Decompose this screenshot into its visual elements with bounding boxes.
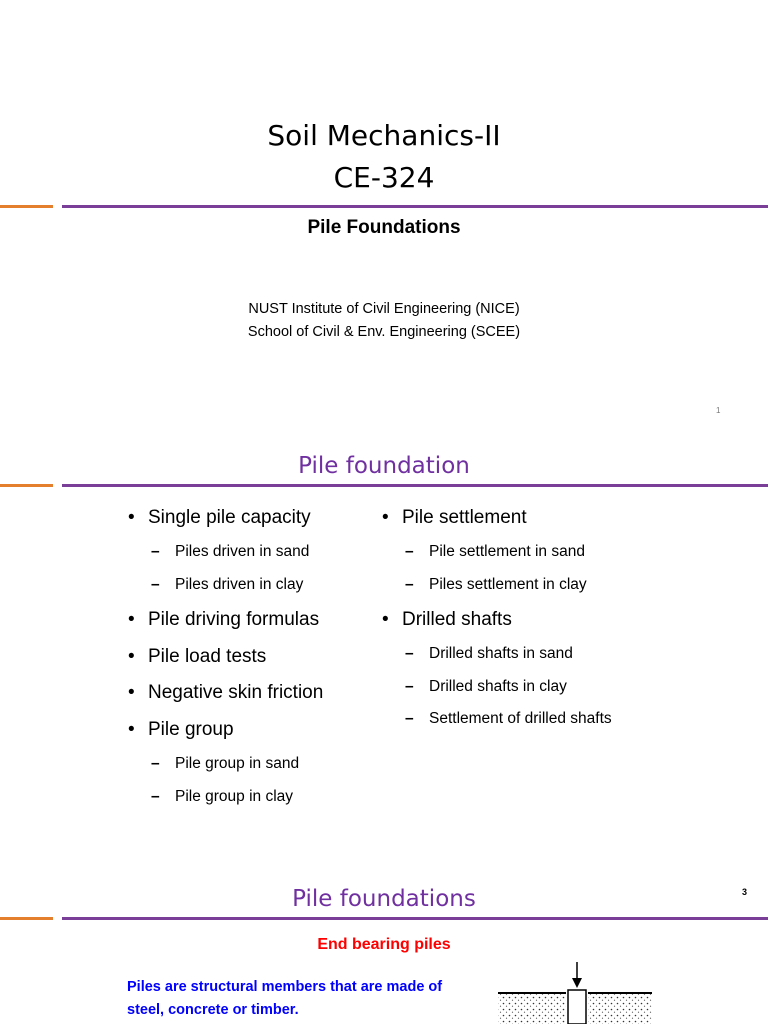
sub-bullet-item: – Pile settlement in sand	[405, 544, 585, 560]
sub-bullet-item: – Drilled shafts in clay	[405, 679, 567, 695]
body-text-line-2: steel, concrete or timber.	[127, 1002, 299, 1018]
page-number: 1	[716, 406, 721, 415]
slide-title-line-2: CE-324	[333, 161, 435, 194]
sub-bullet-item: – Piles settlement in clay	[405, 577, 587, 593]
bullet-item: • Drilled shafts	[378, 610, 512, 629]
bullet-item: • Pile group	[124, 720, 234, 739]
slide-subtitle: Pile Foundations	[307, 217, 461, 238]
sub-bullet-item: – Drilled shafts in sand	[405, 646, 573, 662]
page-number: 3	[742, 887, 748, 897]
sub-bullet-item: – Piles driven in sand	[151, 544, 309, 560]
pile-shaft	[568, 990, 586, 1024]
soil-right	[588, 993, 652, 1024]
sub-bullet-item: – Piles driven in clay	[151, 577, 303, 593]
bullet-item: • Pile driving formulas	[124, 610, 319, 629]
body-text-line-1: Piles are structural members that are made of	[127, 979, 443, 995]
pile-diagram	[490, 960, 660, 1024]
title-divider-purple	[62, 917, 768, 920]
section-subheading: End bearing piles	[317, 936, 451, 953]
soil-left	[498, 993, 566, 1024]
institute-line-1: NUST Institute of Civil Engineering (NICE)	[248, 301, 520, 317]
sub-bullet-item: – Pile group in sand	[151, 756, 299, 772]
bullet-item: • Single pile capacity	[124, 508, 311, 527]
slide-title: Pile foundation	[298, 453, 470, 479]
bullet-item: • Pile load tests	[124, 647, 266, 666]
bullet-item: • Pile settlement	[378, 508, 527, 527]
institute-line-2: School of Civil & Env. Engineering (SCEE)	[247, 324, 521, 340]
load-arrow-head	[572, 978, 582, 988]
sub-bullet-item: – Pile group in clay	[151, 789, 293, 805]
title-divider-orange	[0, 917, 53, 920]
slide-title: Pile foundations	[292, 886, 476, 912]
bullet-item: • Negative skin friction	[124, 683, 323, 702]
slide-title-line-1: Soil Mechanics-II	[267, 119, 501, 152]
sub-bullet-item: – Settlement of drilled shafts	[405, 711, 612, 727]
